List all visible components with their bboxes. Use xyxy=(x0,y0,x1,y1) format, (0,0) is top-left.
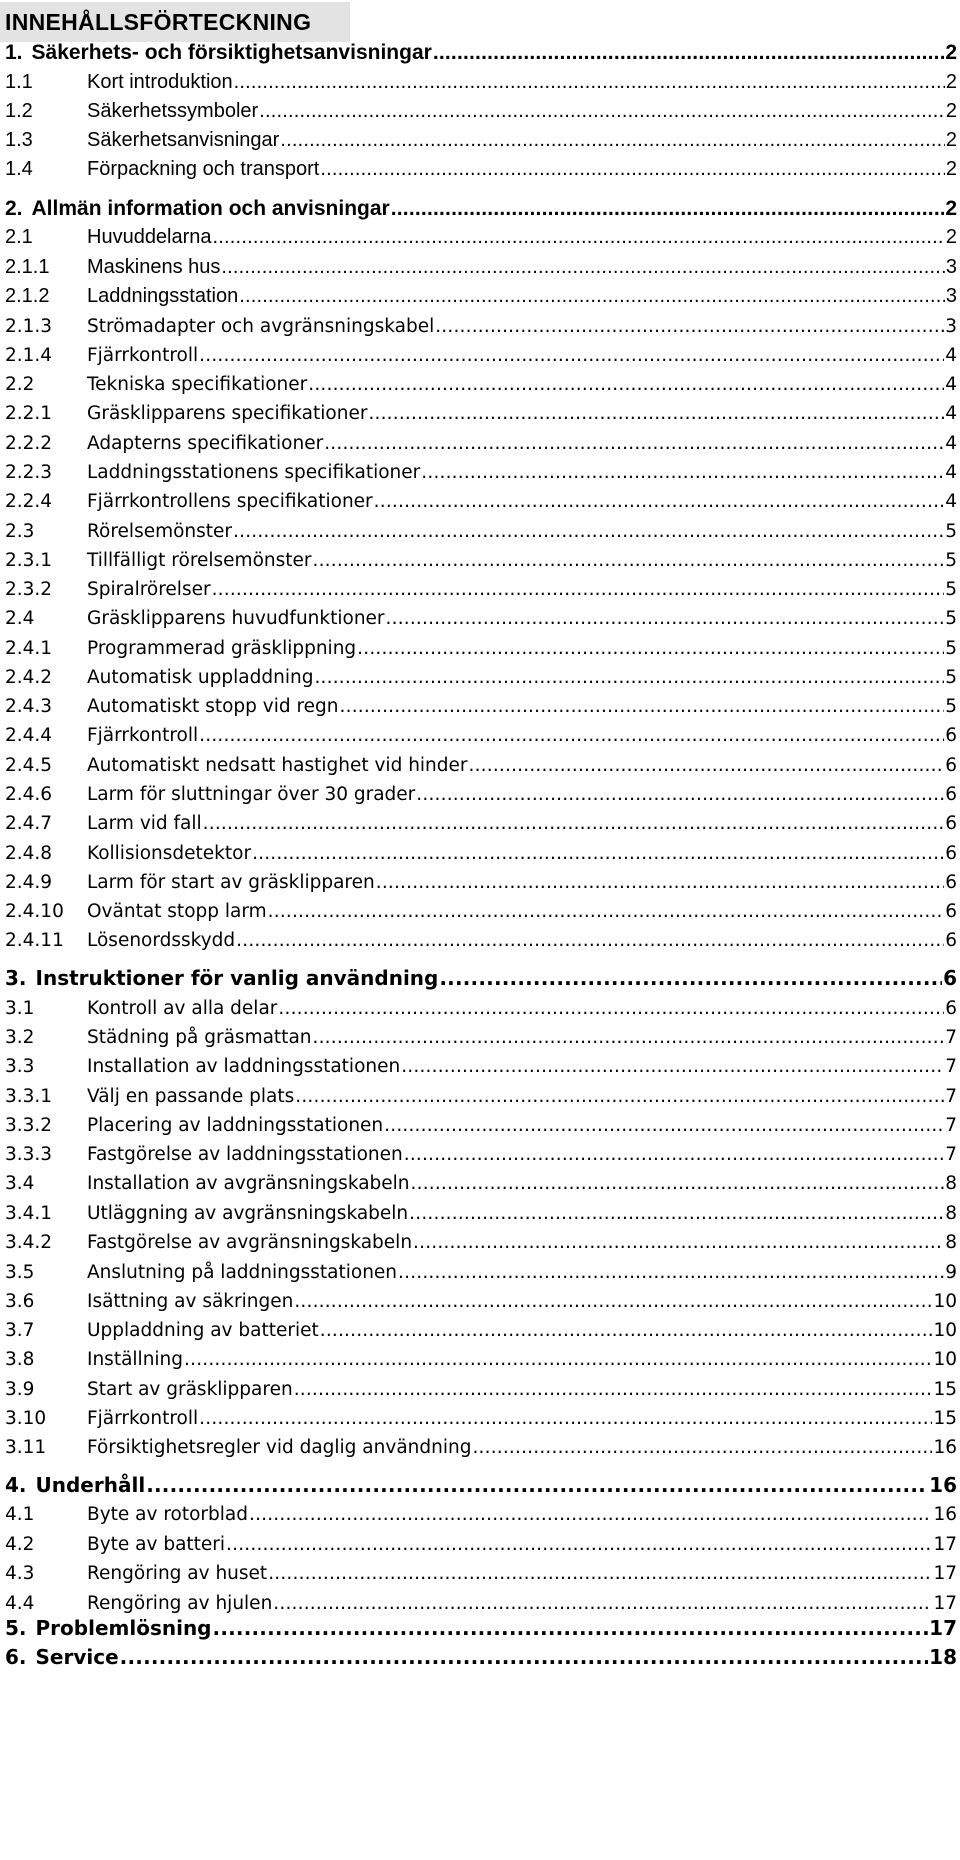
toc-entry-number: 3.7 xyxy=(5,1320,35,1341)
toc-entry-title: Uppladdning av batteriet xyxy=(87,1320,319,1341)
toc-entry-page: 5 xyxy=(945,638,957,659)
toc-entry-title: Fastgörelse av avgränsningskabeln xyxy=(87,1232,413,1253)
toc-entry[interactable] xyxy=(5,1530,957,1559)
toc-entry[interactable] xyxy=(5,38,957,67)
toc-entry-title: Fastgörelse av laddningsstationen xyxy=(87,1144,403,1165)
toc-entry-number: 1.1 xyxy=(5,71,33,93)
dot-leader xyxy=(278,994,944,1023)
toc-entry-title: Byte av rotorblad xyxy=(87,1504,248,1525)
toc-entry[interactable] xyxy=(5,546,957,575)
toc-entry[interactable] xyxy=(5,194,957,223)
toc-entry-title: Automatiskt nedsatt hastighet vid hinder xyxy=(87,755,468,776)
dot-leader xyxy=(294,1375,933,1404)
toc-entry[interactable] xyxy=(5,487,957,516)
dot-leader xyxy=(401,1052,944,1081)
toc-entry-page: 18 xyxy=(929,1645,957,1669)
dot-leader xyxy=(320,155,945,184)
toc-entry-number: 3.6 xyxy=(5,1291,35,1312)
toc-entry-page: 6 xyxy=(945,872,957,893)
dot-leader xyxy=(472,1433,932,1462)
toc-entry[interactable] xyxy=(5,399,957,428)
toc-entry-page: 4 xyxy=(945,433,957,454)
toc-entry-page: 6 xyxy=(945,813,957,834)
toc-entry-title: Kollisionsdetektor xyxy=(87,843,252,864)
toc-entry-number: 2.4.7 xyxy=(5,813,53,834)
toc-entry-page: 4 xyxy=(945,462,957,483)
toc-entry-title: Installation av laddningsstationen xyxy=(87,1056,401,1077)
toc-entry[interactable] xyxy=(5,780,957,809)
toc-entry-title: Allmän information och anvisningar xyxy=(31,197,390,220)
toc-entry-title: Huvuddelarna xyxy=(87,226,212,248)
toc-entry-title: Larm för sluttningar över 30 grader xyxy=(87,784,416,805)
dot-leader xyxy=(268,1559,932,1588)
toc-entry-title: Försiktighetsregler vid daglig användning xyxy=(87,1437,472,1458)
toc-entry-page: 6 xyxy=(945,930,957,951)
toc-entry-number: 4.4 xyxy=(5,1593,35,1614)
toc-entry[interactable] xyxy=(5,1345,957,1374)
toc-entry-page: 17 xyxy=(929,1616,957,1640)
dot-leader xyxy=(413,1228,944,1257)
toc-entry-number: 3.4.2 xyxy=(5,1232,53,1253)
toc-entry-page: 4 xyxy=(945,345,957,366)
toc-entry[interactable] xyxy=(5,634,957,663)
toc-entry-page: 10 xyxy=(933,1291,957,1312)
toc-entry-page: 15 xyxy=(933,1408,957,1429)
dot-leader xyxy=(268,897,945,926)
toc-entry-page: 2 xyxy=(945,226,957,248)
toc-entry-page: 4 xyxy=(945,403,957,424)
toc-entry-page: 7 xyxy=(945,1115,957,1136)
toc-entry-number: 1. xyxy=(5,41,23,64)
dot-leader xyxy=(236,926,944,955)
dot-leader xyxy=(199,721,944,750)
toc-entry-page: 10 xyxy=(933,1320,957,1341)
toc-entry-page: 5 xyxy=(945,696,957,717)
dot-leader xyxy=(239,282,945,311)
toc-entry-number: 2.4 xyxy=(5,608,35,629)
toc-entry-title: Programmerad gräsklippning xyxy=(87,638,357,659)
dot-leader xyxy=(212,575,945,604)
toc-entry-title: Anslutning på laddningsstationen xyxy=(87,1262,398,1283)
dot-leader xyxy=(199,1404,932,1433)
toc-entry-number: 4. xyxy=(5,1473,27,1497)
toc-entry-title: Förpackning och transport xyxy=(87,158,320,180)
toc-entry-title: Problemlösning xyxy=(35,1616,212,1640)
dot-leader xyxy=(435,312,944,341)
toc-entry-number: 2.3.1 xyxy=(5,550,53,571)
toc-entry-number: 3.3 xyxy=(5,1056,35,1077)
toc-entry-number: 5. xyxy=(5,1616,27,1640)
toc-entry-number: 6. xyxy=(5,1645,27,1669)
toc-entry[interactable] xyxy=(5,1614,957,1643)
toc-entry-title: Spiralrörelser xyxy=(87,579,211,600)
toc-entry-title: Fjärrkontrollens specifikationer xyxy=(87,491,373,512)
toc-entry-page: 10 xyxy=(933,1349,957,1370)
toc-entry-number: 4.3 xyxy=(5,1563,35,1584)
toc-entry-title: Säkerhetssymboler xyxy=(87,100,259,122)
toc-entry-number: 3.10 xyxy=(5,1408,47,1429)
toc-entry[interactable] xyxy=(5,517,957,546)
toc-entry-number: 3. xyxy=(5,966,27,990)
toc-entry-title: Kort introduktion xyxy=(87,71,233,93)
toc-entry-page: 3 xyxy=(945,285,957,307)
toc-entry-title: Gräsklipparens specifikationer xyxy=(87,403,368,424)
toc-entry-title: Larm vid fall xyxy=(87,813,202,834)
dot-leader xyxy=(308,370,944,399)
dot-leader xyxy=(184,1345,932,1374)
dot-leader xyxy=(439,964,942,993)
toc-entry[interactable] xyxy=(5,721,957,750)
toc-entry-number: 3.4 xyxy=(5,1173,35,1194)
toc-entry-number: 2.3.2 xyxy=(5,579,53,600)
toc-entry-title: Lösenordsskydd xyxy=(87,930,236,951)
toc-entry[interactable] xyxy=(5,926,957,955)
toc-entry[interactable] xyxy=(5,155,957,184)
toc-entry-number: 2.4.8 xyxy=(5,843,53,864)
dot-leader xyxy=(295,1082,944,1111)
toc-entry-page: 6 xyxy=(945,901,957,922)
toc-entry[interactable] xyxy=(5,312,957,341)
dot-leader xyxy=(416,780,944,809)
toc-entry-page: 2 xyxy=(945,129,957,151)
toc-entry[interactable] xyxy=(5,1023,957,1052)
toc-entry-number: 2.3 xyxy=(5,521,35,542)
toc-entry-title: Rörelsemönster xyxy=(87,521,233,542)
dot-leader xyxy=(404,1140,944,1169)
toc-entry[interactable] xyxy=(5,97,957,126)
toc-entry-page: 17 xyxy=(933,1563,957,1584)
toc-entry-number: 2.2.3 xyxy=(5,462,53,483)
dot-leader xyxy=(314,663,944,692)
dot-leader xyxy=(294,1287,932,1316)
dot-leader xyxy=(226,1530,932,1559)
toc-entry-number: 2.2.1 xyxy=(5,403,53,424)
dot-leader xyxy=(386,604,945,633)
toc-entry[interactable] xyxy=(5,458,957,487)
toc-entry-number: 2.4.2 xyxy=(5,667,53,688)
dot-leader xyxy=(433,38,945,67)
toc-entry-number: 3.3.1 xyxy=(5,1086,53,1107)
toc-entry-title: Installation av avgränsningskabeln xyxy=(87,1173,410,1194)
toc-entry-number: 3.5 xyxy=(5,1262,35,1283)
toc-entry-page: 6 xyxy=(945,784,957,805)
dot-leader xyxy=(280,126,945,155)
toc-entry-title: Tillfälligt rörelsemönster xyxy=(87,550,312,571)
toc-entry-title: Fjärrkontroll xyxy=(87,725,199,746)
toc-entry-page: 7 xyxy=(945,1086,957,1107)
toc-entry[interactable] xyxy=(5,1375,957,1404)
dot-leader xyxy=(391,194,945,223)
dot-leader xyxy=(313,1023,945,1052)
toc-entry-page: 9 xyxy=(945,1262,957,1283)
toc-entry-page: 5 xyxy=(945,521,957,542)
toc-entry-number: 2.1.4 xyxy=(5,345,53,366)
dot-leader xyxy=(340,692,945,721)
toc-entry[interactable] xyxy=(5,1140,957,1169)
dot-leader xyxy=(374,487,945,516)
toc-entry[interactable] xyxy=(5,1287,957,1316)
toc-entry-page: 7 xyxy=(945,1056,957,1077)
toc-entry-number: 1.3 xyxy=(5,129,33,151)
dot-leader xyxy=(120,1643,928,1672)
toc-entry-number: 3.8 xyxy=(5,1349,35,1370)
dot-leader xyxy=(146,1471,928,1500)
toc-entry[interactable] xyxy=(5,370,957,399)
toc-entry-number: 2.1.1 xyxy=(5,256,50,278)
toc-entry-page: 6 xyxy=(945,843,957,864)
toc-entry-title: Välj en passande plats xyxy=(87,1086,295,1107)
toc-entry[interactable] xyxy=(5,692,957,721)
toc-entry-number: 3.1 xyxy=(5,998,35,1019)
toc-entry-title: Automatisk uppladdning xyxy=(87,667,314,688)
toc-entry[interactable] xyxy=(5,751,957,780)
toc-entry[interactable] xyxy=(5,1500,957,1529)
toc-entry[interactable] xyxy=(5,809,957,838)
toc-entry-page: 7 xyxy=(945,1144,957,1165)
toc-entry-number: 2.4.9 xyxy=(5,872,53,893)
toc-entry-title: Placering av laddningsstationen xyxy=(87,1115,384,1136)
toc-entry-title: Utläggning av avgränsningskabeln xyxy=(87,1203,409,1224)
toc-entry-title: Säkerhetsanvisningar xyxy=(87,129,280,151)
toc-entry[interactable] xyxy=(5,1316,957,1345)
dot-leader xyxy=(213,1614,929,1643)
toc-entry-title: Strömadapter och avgränsningskabel xyxy=(87,316,435,337)
toc-entry-title: Underhåll xyxy=(35,1473,146,1497)
toc-entry[interactable] xyxy=(5,1433,957,1462)
toc-heading: INNEHÅLLSFÖRTECKNING xyxy=(0,2,350,42)
toc-entry-title: Kontroll av alla delar xyxy=(87,998,278,1019)
toc-entry[interactable] xyxy=(5,282,957,311)
dot-leader xyxy=(384,1111,944,1140)
toc-entry[interactable] xyxy=(5,1559,957,1588)
toc-entry-number: 2.1 xyxy=(5,226,33,248)
dot-leader xyxy=(249,1500,932,1529)
toc-entry-page: 16 xyxy=(933,1504,957,1525)
toc-entry-page: 2 xyxy=(945,197,957,220)
toc-entry-page: 6 xyxy=(945,755,957,776)
toc-entry[interactable] xyxy=(5,68,957,97)
toc-entry-number: 3.3.3 xyxy=(5,1144,53,1165)
toc-entry-title: Oväntat stopp larm xyxy=(87,901,267,922)
toc-entry-number: 2.2.4 xyxy=(5,491,53,512)
toc-entry[interactable] xyxy=(5,839,957,868)
toc-entry-title: Säkerhets- och försiktighetsanvisningar xyxy=(31,41,432,64)
toc-entry-number: 4.2 xyxy=(5,1534,35,1555)
toc-entry-page: 2 xyxy=(945,158,957,180)
toc-entry-page: 8 xyxy=(945,1173,957,1194)
dot-leader xyxy=(233,517,944,546)
toc-entry-page: 16 xyxy=(933,1437,957,1458)
toc-entry[interactable] xyxy=(5,994,957,1023)
dot-leader xyxy=(313,546,945,575)
toc-entry-page: 8 xyxy=(945,1232,957,1253)
toc-entry-page: 3 xyxy=(945,316,957,337)
toc-entry[interactable] xyxy=(5,868,957,897)
toc-entry-title: Rengöring av huset xyxy=(87,1563,268,1584)
toc-entry-number: 2.1.2 xyxy=(5,285,50,307)
dot-leader xyxy=(259,97,945,126)
toc-entry-number: 3.2 xyxy=(5,1027,35,1048)
dot-leader xyxy=(398,1258,944,1287)
toc-entry[interactable] xyxy=(5,1082,957,1111)
toc-entry-title: Gräsklipparens huvudfunktioner xyxy=(87,608,385,629)
toc-entry-page: 2 xyxy=(945,71,957,93)
dot-leader xyxy=(213,223,945,252)
toc-entry-page: 15 xyxy=(933,1379,957,1400)
toc-entry-number: 2.4.3 xyxy=(5,696,53,717)
toc-entry-title: Rengöring av hjulen xyxy=(87,1593,273,1614)
toc-entry-number: 2.4.1 xyxy=(5,638,53,659)
toc-entry[interactable] xyxy=(5,964,957,993)
toc-entry-number: 4.1 xyxy=(5,1504,35,1525)
toc-entry-title: Fjärrkontroll xyxy=(87,345,199,366)
toc-entry-page: 7 xyxy=(945,1027,957,1048)
toc-entry-page: 2 xyxy=(945,100,957,122)
toc-entry-number: 1.4 xyxy=(5,158,33,180)
toc-entry-title: Isättning av säkringen xyxy=(87,1291,294,1312)
dot-leader xyxy=(421,458,944,487)
toc-entry-number: 2.4.6 xyxy=(5,784,53,805)
toc-entry-number: 2.4.10 xyxy=(5,901,64,922)
toc-entry[interactable] xyxy=(5,429,957,458)
toc-entry[interactable] xyxy=(5,1404,957,1433)
toc-entry[interactable] xyxy=(5,1228,957,1257)
toc-entry-page: 17 xyxy=(933,1593,957,1614)
toc-entry-title: Fjärrkontroll xyxy=(87,1408,199,1429)
dot-leader xyxy=(357,634,944,663)
toc-entry[interactable] xyxy=(5,253,957,282)
dot-leader xyxy=(234,68,945,97)
toc-entry-number: 2. xyxy=(5,197,23,220)
toc-entry[interactable] xyxy=(5,897,957,926)
toc-entry-page: 5 xyxy=(945,608,957,629)
toc-entry[interactable] xyxy=(5,663,957,692)
toc-entry[interactable] xyxy=(5,1169,957,1198)
toc-entry-title: Inställning xyxy=(87,1349,184,1370)
dot-leader xyxy=(324,429,944,458)
toc-entry[interactable] xyxy=(5,341,957,370)
toc-entry-number: 3.9 xyxy=(5,1379,35,1400)
toc-entry[interactable] xyxy=(5,223,957,252)
toc-entry[interactable] xyxy=(5,1111,957,1140)
dot-leader xyxy=(469,751,945,780)
toc-entry[interactable] xyxy=(5,604,957,633)
dot-leader xyxy=(221,253,944,282)
toc-entry-number: 3.4.1 xyxy=(5,1203,53,1224)
toc-entry[interactable] xyxy=(5,1199,957,1228)
toc-entry-page: 8 xyxy=(945,1203,957,1224)
dot-leader xyxy=(411,1169,945,1198)
toc-entry[interactable] xyxy=(5,1471,957,1500)
toc-entry-title: Tekniska specifikationer xyxy=(87,374,308,395)
dot-leader xyxy=(203,809,945,838)
toc-entry-title: Laddningsstationens specifikationer xyxy=(87,462,421,483)
toc-entry-title: Städning på gräsmattan xyxy=(87,1027,312,1048)
toc-entry-number: 2.4.5 xyxy=(5,755,53,776)
toc-entry-page: 5 xyxy=(945,550,957,571)
toc-entry-page: 4 xyxy=(945,491,957,512)
dot-leader xyxy=(252,839,944,868)
toc-entry-title: Byte av batteri xyxy=(87,1534,226,1555)
toc-entry-page: 6 xyxy=(943,966,957,990)
toc-entry[interactable] xyxy=(5,1643,957,1672)
toc-entry-page: 2 xyxy=(945,41,957,64)
toc-entry-page: 5 xyxy=(945,579,957,600)
toc-entry-number: 2.4.11 xyxy=(5,930,64,951)
toc-entry-number: 3.3.2 xyxy=(5,1115,53,1136)
dot-leader xyxy=(199,341,944,370)
toc-entry-number: 2.2.2 xyxy=(5,433,53,454)
dot-leader xyxy=(368,399,944,428)
toc-entry[interactable] xyxy=(5,1052,957,1081)
dot-leader xyxy=(376,868,944,897)
toc-entry-title: Start av gräsklipparen xyxy=(87,1379,293,1400)
dot-leader xyxy=(409,1199,944,1228)
toc-entry-page: 3 xyxy=(945,256,957,278)
toc-entry-page: 17 xyxy=(933,1534,957,1555)
toc-entry-page: 6 xyxy=(945,725,957,746)
toc-entry-page: 6 xyxy=(945,998,957,1019)
toc-entry-number: 2.1.3 xyxy=(5,316,53,337)
toc-entry-title: Automatiskt stopp vid regn xyxy=(87,696,339,717)
toc-entry-page: 16 xyxy=(929,1473,957,1497)
toc-entry-title: Maskinens hus xyxy=(87,256,221,278)
toc-entry-number: 2.2 xyxy=(5,374,35,395)
toc-entry-number: 3.11 xyxy=(5,1437,47,1458)
toc-entry-title: Adapterns specifikationer xyxy=(87,433,324,454)
toc-entry-page: 4 xyxy=(945,374,957,395)
toc-entry-title: Service xyxy=(35,1645,119,1669)
toc-entry-title: Larm för start av gräsklipparen xyxy=(87,872,375,893)
toc-entry-title: Instruktioner för vanlig användning xyxy=(35,966,439,990)
toc-entry-page: 5 xyxy=(945,667,957,688)
toc-entry-title: Laddningsstation xyxy=(87,285,239,307)
toc-entry[interactable] xyxy=(5,575,957,604)
toc-entry[interactable] xyxy=(5,126,957,155)
toc-entry-number: 2.4.4 xyxy=(5,725,53,746)
dot-leader xyxy=(320,1316,933,1345)
toc-entry-number: 1.2 xyxy=(5,100,33,122)
toc-entry[interactable] xyxy=(5,1258,957,1287)
